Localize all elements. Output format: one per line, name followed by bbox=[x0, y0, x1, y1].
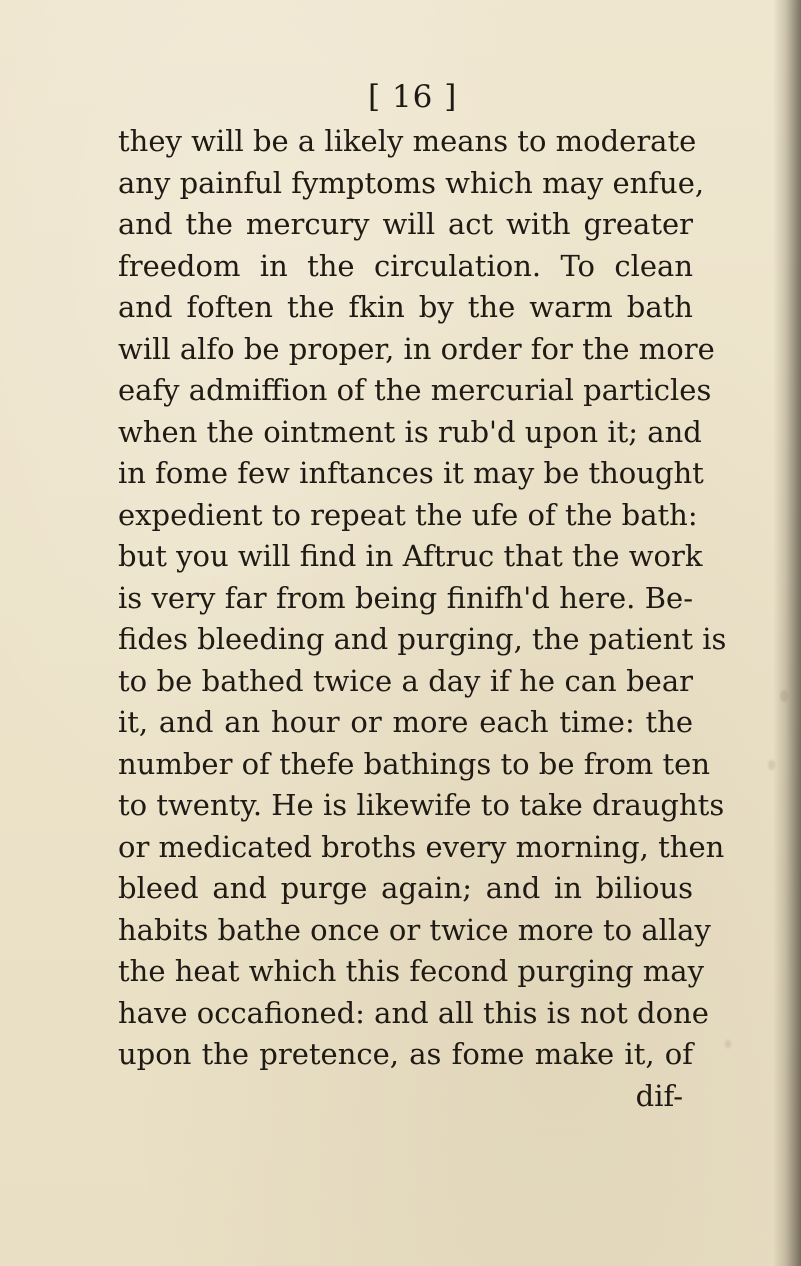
page-edge-shadow bbox=[773, 0, 801, 1266]
text-line: but you will find in Aftruc that the work bbox=[118, 539, 703, 573]
text-line: upon the pretence, as fome make it, of bbox=[118, 1037, 693, 1071]
paper-speck bbox=[780, 690, 788, 702]
catchword: dif- bbox=[635, 1078, 683, 1113]
text-line: or medicated broths every morning, then bbox=[118, 829, 725, 864]
text-line: is very far from being finifh'd here. Be- bbox=[118, 580, 693, 615]
text-line: will alfo be proper, in order for the more bbox=[118, 331, 715, 366]
text-line: habits bathe once or twice more to allay bbox=[118, 912, 711, 947]
text-line: eafy admiffion of the mercurial particles bbox=[118, 373, 712, 407]
text-line: freedom in the circulation. To clean bbox=[118, 248, 693, 283]
text-line: they will be a likely means to moderate bbox=[118, 124, 697, 158]
body-text bbox=[118, 121, 727, 1117]
text-line: in fome few inftances it may be thought bbox=[118, 456, 704, 490]
text-line: have occafioned: and all this is not done bbox=[118, 995, 709, 1030]
text-line: the heat which this fecond purging may bbox=[118, 954, 704, 988]
text-line: number of thefe bathings to be from ten bbox=[118, 746, 711, 781]
text-line: and the mercury will act with greater bbox=[118, 207, 693, 241]
text-line: it, and an hour or more each time: the bbox=[118, 705, 693, 739]
text-line: and foften the fkin by the warm bath bbox=[118, 290, 693, 324]
text-line: to be bathed twice a day if he can bear bbox=[118, 663, 693, 698]
text-line: bleed and purge again; and in bilious bbox=[118, 871, 693, 905]
text-line: to twenty. He is likewife to take draughts bbox=[118, 788, 725, 822]
paper-speck bbox=[725, 1040, 731, 1048]
text-line: fides bleeding and purging, the patient is bbox=[118, 622, 727, 656]
page-number: [ 16 ] bbox=[368, 79, 458, 115]
text-line: when the ointment is rub'd upon it; and bbox=[118, 414, 702, 449]
text-line: any painful fymptoms which may enfue, bbox=[118, 165, 705, 200]
text-line: expedient to repeat the ufe of the bath: bbox=[118, 497, 698, 532]
paper-speck bbox=[768, 760, 775, 770]
